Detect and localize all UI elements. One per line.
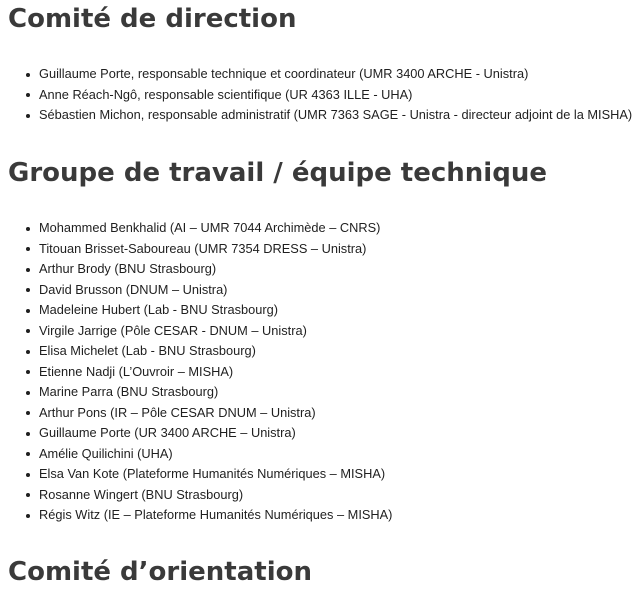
member-text: Régis Witz (IE – Plateforme Humanités Numériques – MISHA) [39, 507, 393, 522]
member-text: Amélie Quilichini (UHA) [39, 445, 173, 461]
list-item [20, 505, 392, 526]
member-text: Arthur Brody (BNU Strasbourg) [39, 261, 217, 276]
member-text: Elisa Michelet (Lab - BNU Strasbourg) [39, 343, 256, 358]
member-text: Rosanne Wingert (BNU Strasbourg) [39, 486, 244, 502]
list-item [20, 239, 392, 260]
list-item [20, 300, 392, 321]
bullet-icon [26, 268, 30, 272]
bullet-icon [26, 350, 30, 354]
list-item [20, 444, 392, 465]
heading-groupe-travail: Groupe de travail / équipe technique [8, 158, 547, 188]
member-text: Madeleine Hubert (Lab - BNU Strasbourg) [39, 302, 278, 317]
list-item [20, 259, 392, 280]
list-comite-direction [20, 64, 632, 126]
bullet-icon [26, 114, 30, 118]
member-text: Etienne Nadji (L’Ouvroir – MISHA) [39, 363, 234, 379]
list-item [20, 64, 632, 85]
bullet-icon [26, 93, 30, 97]
member-text: Anne Réach-Ngô, responsable scientifique (UR 4363 ILLE - UHA) [39, 86, 413, 102]
bullet-icon [26, 452, 30, 456]
member-text: Elsa Van Kote (Plateforme Humanités Numériques – MISHA) [39, 466, 386, 481]
member-text: Sébastien Michon, responsable administratif (UMR 7363 SAGE - Unistra - directeur adjoint de la MISHA) [39, 107, 633, 122]
member-text: Mohammed Benkhalid (AI – UMR 7044 Archimède – CNRS) [39, 220, 381, 235]
list-item [20, 464, 392, 485]
bullet-icon [26, 432, 30, 436]
list-item [20, 403, 392, 424]
member-text: Titouan Brisset-Saboureau (UMR 7354 DRESS – Unistra) [39, 240, 367, 256]
list-groupe-travail [20, 218, 392, 526]
bullet-icon [26, 514, 30, 518]
bullet-icon [26, 73, 30, 77]
list-item [20, 485, 392, 506]
bullet-icon [26, 227, 30, 231]
member-text: Marine Parra (BNU Strasbourg) [39, 384, 219, 399]
list-item [20, 321, 392, 342]
list-item [20, 280, 392, 301]
list-item [20, 341, 392, 362]
member-text: Guillaume Porte, responsable technique et coordinateur (UMR 3400 ARCHE - Unistra) [39, 66, 529, 81]
bullet-icon [26, 493, 30, 497]
bullet-icon [26, 473, 30, 477]
member-text: Arthur Pons (IR – Pôle CESAR DNUM – Unistra) [39, 404, 316, 420]
bullet-icon [26, 288, 30, 292]
bullet-icon [26, 247, 30, 251]
member-text: Guillaume Porte (UR 3400 ARCHE – Unistra) [39, 425, 296, 440]
bullet-icon [26, 391, 30, 395]
bullet-icon [26, 370, 30, 374]
list-item [20, 423, 392, 444]
bullet-icon [26, 309, 30, 313]
list-item [20, 105, 632, 126]
bullet-icon [26, 329, 30, 333]
list-item [20, 218, 392, 239]
heading-comite-direction: Comité de direction [8, 4, 297, 34]
heading-comite-orientation: Comité d’orientation [8, 557, 312, 587]
member-text: David Brusson (DNUM – Unistra) [39, 281, 228, 297]
list-item [20, 382, 392, 403]
list-item [20, 362, 392, 383]
list-item [20, 85, 632, 106]
member-text: Virgile Jarrige (Pôle CESAR - DNUM – Unistra) [39, 322, 307, 338]
bullet-icon [26, 411, 30, 415]
